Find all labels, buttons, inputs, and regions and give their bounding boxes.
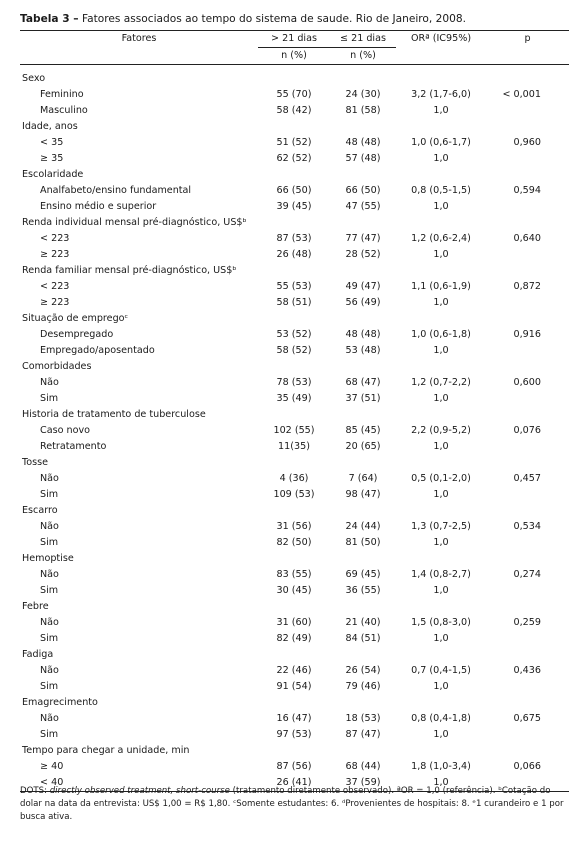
group-label: Sexo: [22, 73, 46, 84]
row-label: Sim: [40, 729, 59, 740]
cell-le21: 48 (48): [345, 137, 381, 148]
cell-gt21: 22 (46): [276, 665, 312, 676]
cell-gt21: 83 (55): [276, 569, 312, 580]
row-label: Não: [40, 521, 59, 532]
row-label: Desempregado: [40, 329, 114, 340]
header-n-le21: n (%): [330, 48, 396, 65]
header-empty: [396, 48, 486, 65]
cell-le21: 68 (44): [345, 761, 381, 772]
cell-gt21: 82 (50): [276, 537, 312, 548]
cell-or: 0,5 (0,1-2,0): [411, 473, 471, 484]
cell-gt21: 87 (53): [276, 233, 312, 244]
row-label: < 40: [20, 775, 258, 792]
row-label: < 223: [40, 281, 70, 292]
group-row: [20, 215, 569, 231]
row-label: Não: [40, 617, 59, 628]
cell-gt21: 26 (41): [258, 775, 330, 792]
table-caption: [20, 13, 466, 25]
table-row: [20, 487, 569, 503]
group-label: Tempo para chegar a unidade, min: [22, 745, 190, 756]
header-n-gt21: n (%): [258, 48, 330, 65]
cell-p: 0,960: [513, 137, 541, 148]
cell-p: [486, 439, 569, 455]
footnote-dots-italic: directly observed treatment, short-course: [49, 786, 230, 796]
cell-or: 1,0: [433, 729, 449, 740]
cell-or: 1,0: [433, 441, 449, 452]
table-body: [20, 65, 569, 792]
row-label: Retratamento: [40, 441, 107, 452]
group-row: [20, 167, 569, 183]
row-label: Masculino: [40, 105, 88, 116]
row-label: Empregado/aposentado: [40, 345, 155, 356]
group-label: Fadiga: [22, 649, 54, 660]
cell-le21: 81 (50): [345, 537, 381, 548]
cell-gt21: 55 (53): [276, 281, 312, 292]
table-row: [20, 279, 569, 295]
table-row: [20, 711, 569, 727]
cell-or: 1,0: [433, 249, 449, 260]
row-label: ≥ 223: [40, 249, 70, 260]
cell-gt21: 97 (53): [276, 729, 312, 740]
cell-p: [486, 151, 569, 167]
cell-le21: 56 (49): [345, 297, 381, 308]
group-row: [20, 455, 569, 471]
group-label: Febre: [22, 601, 49, 612]
cell-or: 1,0: [433, 681, 449, 692]
row-label: ≥ 223: [40, 297, 70, 308]
cell-or: 1,0: [433, 489, 449, 500]
factors-table: [20, 30, 569, 792]
caption-label: Tabela 3 –: [20, 13, 79, 25]
group-row: [20, 551, 569, 567]
group-row: [20, 359, 569, 375]
cell-le21: 48 (48): [345, 329, 381, 340]
cell-gt21: 58 (51): [276, 297, 312, 308]
cell-le21: 26 (54): [345, 665, 381, 676]
row-label: Não: [40, 473, 59, 484]
footnote-rest: (tratamento diretamente observado). ªOR = 1,0 (referência). ᵇCotação do dolar na data da entrevista: US$ 1,00 = R$ 1,80. ᶜSomente estudantes: 6. ᵈProvenientes de hospitais: 8. ᵉ1 curandeiro e 1 por busca ativa.: [20, 786, 564, 822]
cell-or: 0,7 (0,4-1,5): [411, 665, 471, 676]
table-row: [20, 375, 569, 391]
header-or: ORª (IC95%): [396, 31, 486, 48]
cell-p: [486, 679, 569, 695]
cell-p: 0,436: [513, 665, 541, 676]
cell-le21: 7 (64): [348, 473, 378, 484]
cell-le21: 77 (47): [345, 233, 381, 244]
cell-or: 1,2 (0,7-2,2): [411, 377, 471, 388]
group-label: Historia de tratamento de tuberculose: [22, 409, 206, 420]
cell-p: [486, 631, 569, 647]
row-label: < 35: [40, 137, 64, 148]
cell-or: 1,0: [433, 345, 449, 356]
cell-gt21: 51 (52): [276, 137, 312, 148]
table-row: [20, 343, 569, 359]
cell-gt21: 53 (52): [276, 329, 312, 340]
cell-gt21: 62 (52): [276, 153, 312, 164]
cell-p: [486, 487, 569, 503]
group-row: [20, 695, 569, 711]
cell-p: 0,600: [513, 377, 541, 388]
cell-p: [486, 247, 569, 263]
group-row: [20, 647, 569, 663]
cell-or: 1,0: [433, 537, 449, 548]
table-row: [20, 631, 569, 647]
row-label: Não: [40, 713, 59, 724]
cell-le21: 37 (51): [345, 393, 381, 404]
cell-le21: 47 (55): [345, 201, 381, 212]
group-row: [20, 743, 569, 759]
table-row: [20, 759, 569, 775]
cell-p: [486, 199, 569, 215]
table-row: [20, 87, 569, 103]
cell-or: 1,8 (1,0-3,4): [411, 761, 471, 772]
cell-gt21: 39 (45): [276, 201, 312, 212]
cell-or: 1,2 (0,6-2,4): [411, 233, 471, 244]
cell-gt21: 58 (52): [276, 345, 312, 356]
row-label: Sim: [40, 393, 59, 404]
cell-p: 0,534: [513, 521, 541, 532]
row-label: Não: [40, 377, 59, 388]
cell-or: 1,0: [433, 105, 449, 116]
cell-le21: 98 (47): [345, 489, 381, 500]
group-label: Renda familiar mensal pré-diagnóstico, US$ᵇ: [22, 265, 237, 276]
cell-le21: 20 (65): [345, 441, 381, 452]
cell-le21: 87 (47): [345, 729, 381, 740]
cell-gt21: 82 (49): [276, 633, 312, 644]
cell-p: 0,916: [513, 329, 541, 340]
group-label: Escolaridade: [22, 169, 84, 180]
header-fatores: Fatores: [20, 31, 258, 48]
table-row: [20, 663, 569, 679]
cell-p: [486, 295, 569, 311]
cell-le21: 84 (51): [345, 633, 381, 644]
cell-gt21: 78 (53): [276, 377, 312, 388]
cell-gt21: 55 (70): [276, 89, 312, 100]
group-label: Renda individual mensal pré-diagnóstico, US$ᵇ: [22, 217, 247, 228]
table-row: [20, 423, 569, 439]
row-label: Sim: [40, 633, 59, 644]
cell-p: 0,259: [513, 617, 541, 628]
cell-or: 1,0: [433, 633, 449, 644]
table-row: [20, 519, 569, 535]
row-label: Sim: [40, 681, 59, 692]
cell-p: 0,066: [513, 761, 541, 772]
cell-gt21: 66 (50): [276, 185, 312, 196]
header-le21: ≤ 21 dias: [330, 31, 396, 48]
cell-gt21: 102 (55): [273, 425, 315, 436]
table-row: [20, 135, 569, 151]
cell-gt21: 87 (56): [276, 761, 312, 772]
cell-p: [486, 391, 569, 407]
group-row: [20, 503, 569, 519]
row-label: Não: [40, 665, 59, 676]
table-row: [20, 439, 569, 455]
cell-gt21: 31 (60): [276, 617, 312, 628]
cell-le21: 53 (48): [345, 345, 381, 356]
group-row: [20, 71, 569, 87]
group-row: [20, 599, 569, 615]
cell-le21: 37 (59): [330, 775, 396, 792]
cell-or: 1,0: [433, 297, 449, 308]
cell-p: 0,274: [513, 569, 541, 580]
cell-p: [486, 583, 569, 599]
cell-p: [486, 103, 569, 119]
cell-or: 1,5 (0,8-3,0): [411, 617, 471, 628]
group-label: Comorbidades: [22, 361, 92, 372]
row-label: Sim: [40, 489, 59, 500]
cell-le21: 49 (47): [345, 281, 381, 292]
row-label: Sim: [40, 585, 59, 596]
row-label: < 223: [40, 233, 70, 244]
cell-le21: 81 (58): [345, 105, 381, 116]
header-empty: [20, 48, 258, 65]
cell-p: [486, 535, 569, 551]
cell-or: 1,0: [433, 153, 449, 164]
caption-text: Fatores associados ao tempo do sistema de saude. Rio de Janeiro, 2008.: [81, 13, 466, 25]
cell-le21: 36 (55): [345, 585, 381, 596]
table-row: [20, 199, 569, 215]
cell-p: 0,872: [513, 281, 541, 292]
cell-gt21: 30 (45): [276, 585, 312, 596]
cell-p: 0,675: [513, 713, 541, 724]
row-label: ≥ 40: [40, 761, 64, 772]
table-row: [20, 183, 569, 199]
cell-p: 0,594: [513, 185, 541, 196]
header-gt21: > 21 dias: [258, 31, 330, 48]
group-row: [20, 407, 569, 423]
table-row: [20, 231, 569, 247]
table-footnote: [20, 785, 569, 824]
table-row: [20, 391, 569, 407]
group-row: [20, 119, 569, 135]
cell-le21: 21 (40): [345, 617, 381, 628]
cell-gt21: 58 (42): [276, 105, 312, 116]
cell-gt21: 26 (48): [276, 249, 312, 260]
cell-or: 3,2 (1,7-6,0): [411, 89, 471, 100]
cell-p: 0,076: [513, 425, 541, 436]
cell-or: 1,1 (0,6-1,9): [411, 281, 471, 292]
row-label: Não: [40, 569, 59, 580]
cell-le21: 68 (47): [345, 377, 381, 388]
cell-or: 1,0: [433, 201, 449, 212]
group-row: [20, 311, 569, 327]
cell-le21: 18 (53): [345, 713, 381, 724]
table-row: [20, 615, 569, 631]
cell-or: 0,8 (0,5-1,5): [411, 185, 471, 196]
row-label: Ensino médio e superior: [40, 201, 157, 212]
footnote-dots: DOTS:: [20, 786, 47, 796]
table-row: [20, 583, 569, 599]
cell-p: 0,457: [513, 473, 541, 484]
table-row: [20, 103, 569, 119]
header-p: p: [486, 31, 569, 48]
cell-le21: 24 (30): [345, 89, 381, 100]
cell-or: 1,3 (0,7-2,5): [411, 521, 471, 532]
cell-or: 1,4 (0,8-2,7): [411, 569, 471, 580]
table-row: [20, 327, 569, 343]
cell-le21: 79 (46): [345, 681, 381, 692]
row-label: Feminino: [40, 89, 84, 100]
cell-p: 0,640: [513, 233, 541, 244]
row-label: Sim: [40, 537, 59, 548]
cell-or: 1,0: [433, 585, 449, 596]
table-row: [20, 247, 569, 263]
table-row: [20, 567, 569, 583]
cell-le21: 66 (50): [345, 185, 381, 196]
cell-or: 1,0 (0,6-1,8): [411, 329, 471, 340]
row-label: ≥ 35: [40, 153, 64, 164]
cell-le21: 24 (44): [345, 521, 381, 532]
cell-gt21: 11(35): [278, 441, 310, 452]
cell-gt21: 4 (36): [279, 473, 309, 484]
table-row: [20, 535, 569, 551]
table-row: [20, 295, 569, 311]
header-empty: [486, 48, 569, 65]
cell-or: 0,8 (0,4-1,8): [411, 713, 471, 724]
cell-p: [486, 343, 569, 359]
table-row: [20, 727, 569, 743]
table-row: [20, 151, 569, 167]
group-label: Hemoptise: [22, 553, 74, 564]
cell-or: 1,0: [433, 393, 449, 404]
cell-or: 1,0: [396, 775, 486, 792]
row-label: Analfabeto/ensino fundamental: [40, 185, 192, 196]
cell-gt21: 31 (56): [276, 521, 312, 532]
group-label: Escarro: [22, 505, 58, 516]
cell-le21: 85 (45): [345, 425, 381, 436]
table-row: [20, 679, 569, 695]
cell-le21: 28 (52): [345, 249, 381, 260]
cell-p: < 0,001: [502, 89, 541, 100]
cell-gt21: 35 (49): [276, 393, 312, 404]
cell-gt21: 91 (54): [276, 681, 312, 692]
row-label: Caso novo: [40, 425, 90, 436]
group-label: Situação de empregoᶜ: [22, 313, 129, 324]
cell-or: 2,2 (0,9-5,2): [411, 425, 471, 436]
cell-gt21: 16 (47): [276, 713, 312, 724]
group-label: Idade, anos: [22, 121, 78, 132]
table-row: [20, 471, 569, 487]
cell-or: 1,0 (0,6-1,7): [411, 137, 471, 148]
group-row: [20, 263, 569, 279]
cell-le21: 69 (45): [345, 569, 381, 580]
cell-p: [486, 727, 569, 743]
cell-gt21: 109 (53): [273, 489, 315, 500]
group-label: Tosse: [22, 457, 48, 468]
group-label: Emagrecimento: [22, 697, 98, 708]
cell-le21: 57 (48): [345, 153, 381, 164]
